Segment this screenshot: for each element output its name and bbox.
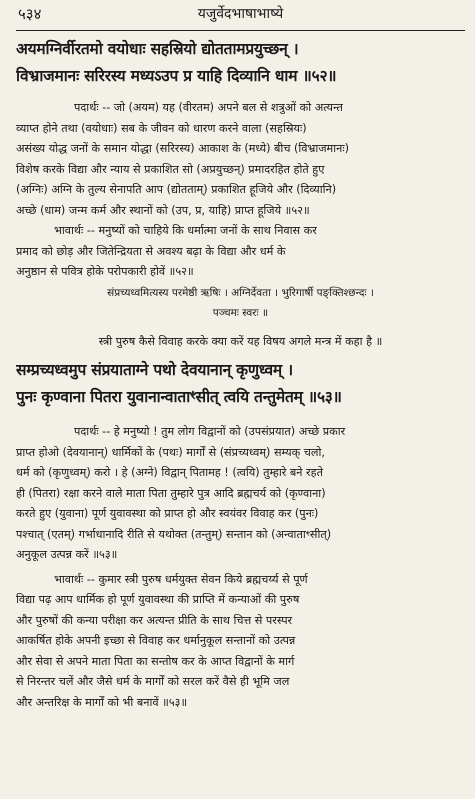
padartha-1-line: (अग्निः) अग्नि के तुल्य सेनापति आप (द्योतताम्) प्रकाशित हूजिये और (दिव्यानि) [16,183,337,196]
bhavartha-2 [16,570,465,714]
bhavartha-2-line: और अन्तरिक्ष के मार्गों को भी बनावें ॥५३॥ [16,695,188,709]
bhavartha-2-line: आकर्षित होके अपनी इच्छा से विवाह कर धर्मानुकूल सन्तानों को उत्पन्न [16,634,296,647]
bhavartha-1-line: भावार्थः -- मनुष्यों को चाहिये कि धर्मात्मा जनों के साथ निवास कर [54,224,317,237]
mantra-2-line-1: सम्प्रच्यध्वमुप संप्रयाताग्ने पथो देवयानान् कृणुध्वम् । [16,361,293,379]
mantra-1-line-2: विभ्राजमानः सरिरस्य मध्यऽउप प्र याहि दिव्यानि धाम ॥५२॥ [16,67,337,85]
padartha-2-line: करते हुए (युवाना) पूर्ण युवावस्था को प्राप्त हो और स्वयंवर विवाह कर (पुनः) [16,507,319,520]
bhavartha-1-line: अनुष्ठान से पवित्र होके परोपकारी होवें ॥५२॥ [16,265,194,278]
bhavartha-2-line: और सेवा से अपने माता पिता का सन्तोष कर के आप्त विद्वानों के मार्ग [16,654,295,668]
padartha-1-line: व्याप्त होने तथा (वयोधाः) सब के जीवन को धारण करने वाला (सहस्रियः) [16,121,307,135]
bhavartha-2-line: से निरन्तर चलें और जैसे धर्म के मार्गों को सरल करें वैसे ही भूमि जल [16,675,290,688]
topic-line: स्त्री पुरुष कैसे विवाह करके क्या करें यह विषय अगले मन्त्र में कहा है ॥ [98,334,383,348]
bhavartha-1 [16,221,465,283]
rishi-block [16,283,465,324]
rishi-devata-line: संप्रच्यध्वमित्यस्य परमेष्ठी ऋषिः । अग्निर्देवता । भुरिगार्षी पङ्क्तिश्छन्दः । [107,286,374,299]
padartha-1-line: पदार्थः -- जो (अयम) यह (वीरतम) अपने बल से शत्रुओं को अत्यन्त [74,101,343,114]
bhavartha-2-line: भावार्थः -- कुमार स्त्री पुरुष धर्मयुक्त सेवन किये ब्रह्मचर्य्य से पूर्ण [54,572,308,586]
padartha-2 [16,422,465,566]
running-title: यजुर्वेदभाषाभाष्ये [197,6,284,22]
padartha-1-line: अच्छे (धाम) जन्म कर्म और स्थानों को (उप, प्र, याहि) प्राप्त हूजिये ॥५२॥ [16,203,310,217]
bhavartha-1-line: प्रमाद को छोड़ और जितेन्द्रियता से अवश्य बढ़ा के विद्या और धर्म के [16,244,286,258]
svara-line: पञ्चमः स्वरः ॥ [212,307,269,319]
padartha-2-line: पश्चात् (एतम्) गर्भाधानादि रीति से यथोक्त (तन्तुम्) सन्तान को (अन्वाताꣳसीत्) [16,527,332,541]
mantra-2-line-2: पुनः कृण्वाना पितरा युवानान्वाताꣳसीत् त्वयि तन्तुमेतम् ॥५३॥ [16,388,342,406]
padartha-2-line: ही (पितरा) रक्षा करने वाले माता पिता तुम्हारे पुत्र आदि ब्रह्मचर्य को (कृण्वाना) [16,486,326,500]
page-header [16,0,465,31]
mantra-1-line-1: अयमग्निर्वीरतमो वयोधाः सहस्रियो द्योततामप्रयुच्छन् । [16,40,299,58]
padartha-2-line: पदार्थः -- हे मनुष्यो ! तुम लोग विद्वानों को (उपसंप्रयात) अच्छे प्रकार [74,425,346,438]
padartha-2-line: अनुकूल उत्पन्न करें ॥५३॥ [16,548,118,561]
padartha-2-line: प्राप्त होओ (देवयानान्) धार्मिकों के (पथः) मार्गों से (संप्रच्यध्वम्) सम्यक् चलो, [16,445,325,459]
padartha-1-line: विशेष करके विद्या और न्याय से प्रकाशित सो (अप्रयुच्छन्) प्रमादरहित होते हुए [16,162,325,176]
bhavartha-2-line: और पुरुषों की कन्या परीक्षा कर अत्यन्त प्रीति के साथ चित्त से परस्पर [16,613,293,627]
padartha-1-line: असंख्य योद्ध जनों के समान योद्धा (सरिरस्य) आकाश के (मध्ये) बीच (विभ्राजमानः) [16,142,349,155]
bhavartha-2-line: विद्या पढ़ आप धार्मिक हो पूर्ण युवावस्था की प्राप्ति में कन्याओं की पुरुष [16,593,300,606]
padartha-2-line: धर्म को (कृणुध्वम्) करो । हे (अग्ने) विद्वान् पितामह ! (त्वयि) तुम्हारे बने रहते [16,466,323,479]
padartha-1 [16,98,465,221]
page-number: ५३४ [18,5,42,23]
